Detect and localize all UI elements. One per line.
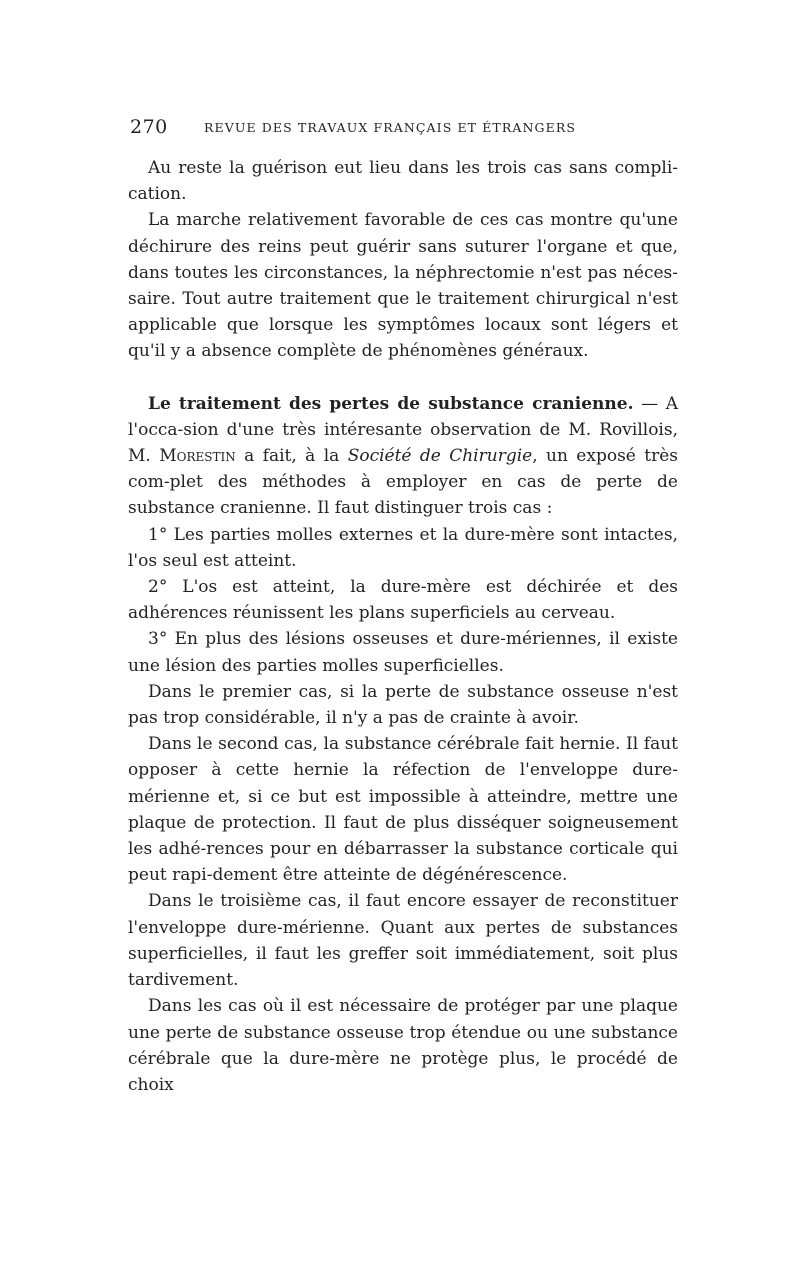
section-heading: Le traitement des pertes de substance cranienne.: [148, 393, 634, 414]
paragraph-discussion: La marche relativement favorable de ces cas montre qu'une déchirure des reins peut guérir sans suturer l'organe et que, dans toutes les circonstances, la néphrectomie n'est pas néces-saire. Tout autre traitement que le traitement chirurgical n'est applicable que lorsque les symptômes locaux sont légers et qu'il y a absence complète de phénomènes généraux.: [128, 210, 678, 362]
paragraph-third-case: Dans le troisième cas, il faut encore essayer de reconstituer l'enveloppe dure-mérienne. Quant aux pertes de substances superficielles, il faut les greffer soit immédiatement, soit plus tardivement.: [128, 891, 678, 991]
page-number: 270: [130, 116, 168, 138]
text-run: — A l'occa-sion d'une très intéresante observation de M. Rovillois, M.: [128, 393, 678, 467]
running-title: REVUE DES TRAVAUX FRANÇAIS ET ÉTRANGERS: [204, 120, 577, 135]
paragraph-case-3: 3° En plus des lésions osseuses et dure-mériennes, il existe une lésion des parties molles superficielles.: [128, 629, 678, 676]
running-header: [130, 116, 680, 138]
paragraph-conclusion: Au reste la guérison eut lieu dans les trois cas sans compli-cation.: [128, 158, 678, 205]
paragraph-second-case: Dans le second cas, la substance cérébrale fait hernie. Il faut opposer à cette hernie la réfection de l'enveloppe dure-mérienne et, si ce but est impossible à atteindre, mettre une plaque de protection. Il faut de plus disséquer soigneusement les adhé-rences pour en débarrasser la substance corticale qui peut rapi-dement être atteinte de dégénérescence.: [128, 734, 678, 886]
section-gap: [128, 365, 678, 391]
text-run: , un exposé très com-plet des méthodes à employer en cas de perte de substance cranienne. Il faut distinguer trois cas :: [128, 446, 678, 519]
society-name: Société de Chirurgie: [347, 446, 533, 467]
article-body: [128, 155, 678, 1098]
paragraph-section-intro: [128, 391, 678, 522]
author-name: Morestin: [159, 446, 236, 467]
paragraph-protection: Dans les cas où il est nécessaire de protéger par une plaque une perte de substance osseuse trop étendue ou une substance cérébrale que la dure-mère ne protège plus, le procédé de choix: [128, 996, 678, 1095]
paragraph-case-2: 2° L'os est atteint, la dure-mère est déchirée et des adhérences réunissent les plans superficiels au cerveau.: [128, 577, 678, 624]
paragraph-case-1: 1° Les parties molles externes et la dure-mère sont intactes, l'os seul est atteint.: [128, 524, 678, 571]
text-run: a fait, à la: [235, 446, 348, 467]
paragraph-first-case: Dans le premier cas, si la perte de substance osseuse n'est pas trop considérable, il n'y a pas de crainte à avoir.: [128, 681, 678, 729]
